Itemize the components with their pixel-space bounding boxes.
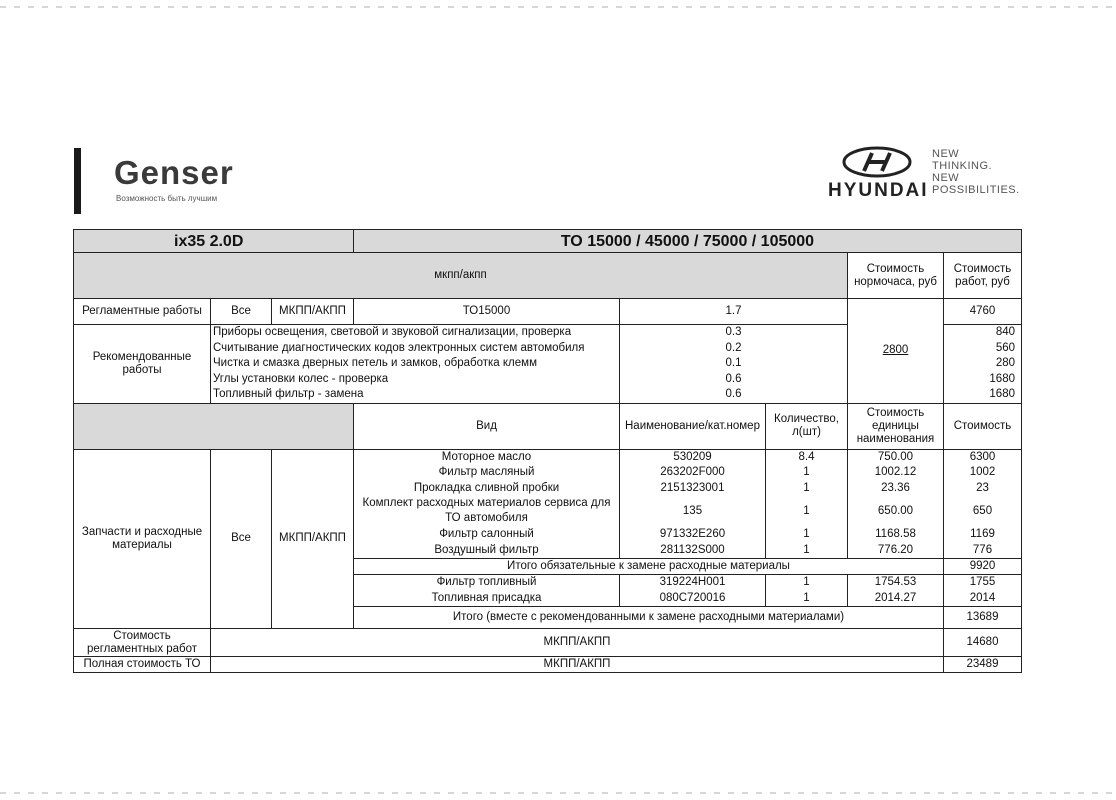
service-title: ТО 15000 / 45000 / 75000 / 105000 <box>354 230 1022 253</box>
grand-parts-total-value: 13689 <box>944 607 1022 629</box>
mandatory-total-value: 9920 <box>944 559 1022 575</box>
regular-works-name: ТО15000 <box>354 299 620 325</box>
list-item: Топливная присадка <box>431 591 542 604</box>
parts-cost-header: Стоимость <box>944 403 1022 449</box>
grand-parts-total-label: Итого (вместе с рекомендованными к замене расходными материалами) <box>354 607 944 629</box>
recommended-works-hours: 0.3 0.2 0.1 0.6 0.6 <box>620 325 848 404</box>
parts-unit-costs: 750.00 1002.12 23.36 650.00 1168.58 776.20 <box>848 449 944 559</box>
brand-tagline: NEW THINKING. NEW POSSIBILITIES. <box>932 148 1020 196</box>
list-item: Чистка и смазка дверных петель и замков, обработка клемм <box>213 357 537 369</box>
summary-value: 14680 <box>944 629 1022 657</box>
labor-cost-header: Стоимость работ, руб <box>944 253 1022 299</box>
list-item: Прокладка сливной пробки <box>413 481 560 494</box>
logo-bar <box>74 148 81 214</box>
scan-artifact <box>0 792 1116 794</box>
parts-names <box>354 449 620 559</box>
parts-qty-header: Количество, л(шт) <box>766 403 848 449</box>
regular-works-label: Регламентные работы <box>74 299 211 325</box>
hyundai-logo <box>828 146 1028 206</box>
list-item: Фильтр салонный <box>439 528 534 540</box>
labor-rate-header: Стоимость нормочаса, руб <box>848 253 944 299</box>
extra-parts-names <box>354 575 620 607</box>
extra-parts-unit-costs: 1754.53 2014.27 <box>848 575 944 607</box>
regular-works-cost: 4760 <box>944 299 1022 325</box>
column-header-row <box>74 253 1022 299</box>
parts-qty: 8.4 1 1 1 1 1 <box>766 449 848 559</box>
brand-name: HYUNDAI <box>828 180 929 201</box>
parts-number-header: Наименование/кат.номер <box>620 403 766 449</box>
list-item: Моторное масло <box>441 450 532 463</box>
parts-header-blank <box>74 403 354 449</box>
summary-transmission: МКПП/АКПП <box>211 657 944 673</box>
service-cost-table <box>73 229 1022 673</box>
list-item: Фильтр масляный <box>438 466 535 478</box>
recommended-works-label: Рекомендованные работы <box>74 325 211 404</box>
parts-row <box>74 449 1022 559</box>
labor-rate-value: 2800 <box>848 299 944 404</box>
extra-parts-costs: 1755 2014 <box>944 575 1022 607</box>
transmission-label: мкпп/акпп <box>74 253 848 299</box>
recommended-works-names <box>211 325 620 404</box>
list-item: Топливный фильтр - замена <box>213 388 364 400</box>
summary-value: 23489 <box>944 657 1022 673</box>
extra-parts-numbers: 319224H001 080C720016 <box>620 575 766 607</box>
parts-unit-header: Стоимость единицы наименования <box>848 403 944 449</box>
dealer-slogan: Возможность быть лучшим <box>116 194 218 203</box>
extra-parts-qty: 1 1 <box>766 575 848 607</box>
title-row <box>74 230 1022 253</box>
regular-works-hours: 1.7 <box>620 299 848 325</box>
parts-transmission: МКПП/АКПП <box>272 449 354 629</box>
parts-numbers: 530209 263202F000 2151323001 135 971332E260 281132S000 <box>620 449 766 559</box>
regular-works-scope: Все <box>211 299 272 325</box>
list-item: Воздушный фильтр <box>434 543 539 556</box>
summary-label: Стоимость регламентных работ <box>74 629 211 657</box>
summary-label: Полная стоимость ТО <box>74 657 211 673</box>
model-title: ix35 2.0D <box>74 230 354 253</box>
parts-type-header: Вид <box>354 403 620 449</box>
parts-costs: 6300 1002 23 650 1169 776 <box>944 449 1022 559</box>
list-item: Комплект расходных материалов сервиса для ТО автомобиля <box>362 497 611 524</box>
parts-scope: Все <box>211 449 272 629</box>
mandatory-total-label: Итого обязательные к замене расходные материалы <box>354 559 944 575</box>
summary-transmission: МКПП/АКПП <box>211 629 944 657</box>
hyundai-emblem-icon <box>842 146 912 178</box>
summary-row <box>74 657 1022 673</box>
list-item: Фильтр топливный <box>436 576 537 588</box>
regular-works-row <box>74 299 1022 325</box>
list-item: Считывание диагностических кодов электронных систем автомобиля <box>213 341 585 354</box>
parts-label: Запчасти и расходные материалы <box>74 449 211 629</box>
regular-works-transmission: МКПП/АКПП <box>272 299 354 325</box>
dealer-name: Genser <box>114 154 234 191</box>
scan-artifact <box>0 6 1116 8</box>
summary-row <box>74 629 1022 657</box>
recommended-works-costs: 840 560 280 1680 1680 <box>944 325 1022 404</box>
parts-header-row <box>74 403 1022 449</box>
list-item: Приборы освещения, световой и звуковой сигнализации, проверка <box>213 326 572 338</box>
list-item: Углы установки колес - проверка <box>213 372 389 385</box>
